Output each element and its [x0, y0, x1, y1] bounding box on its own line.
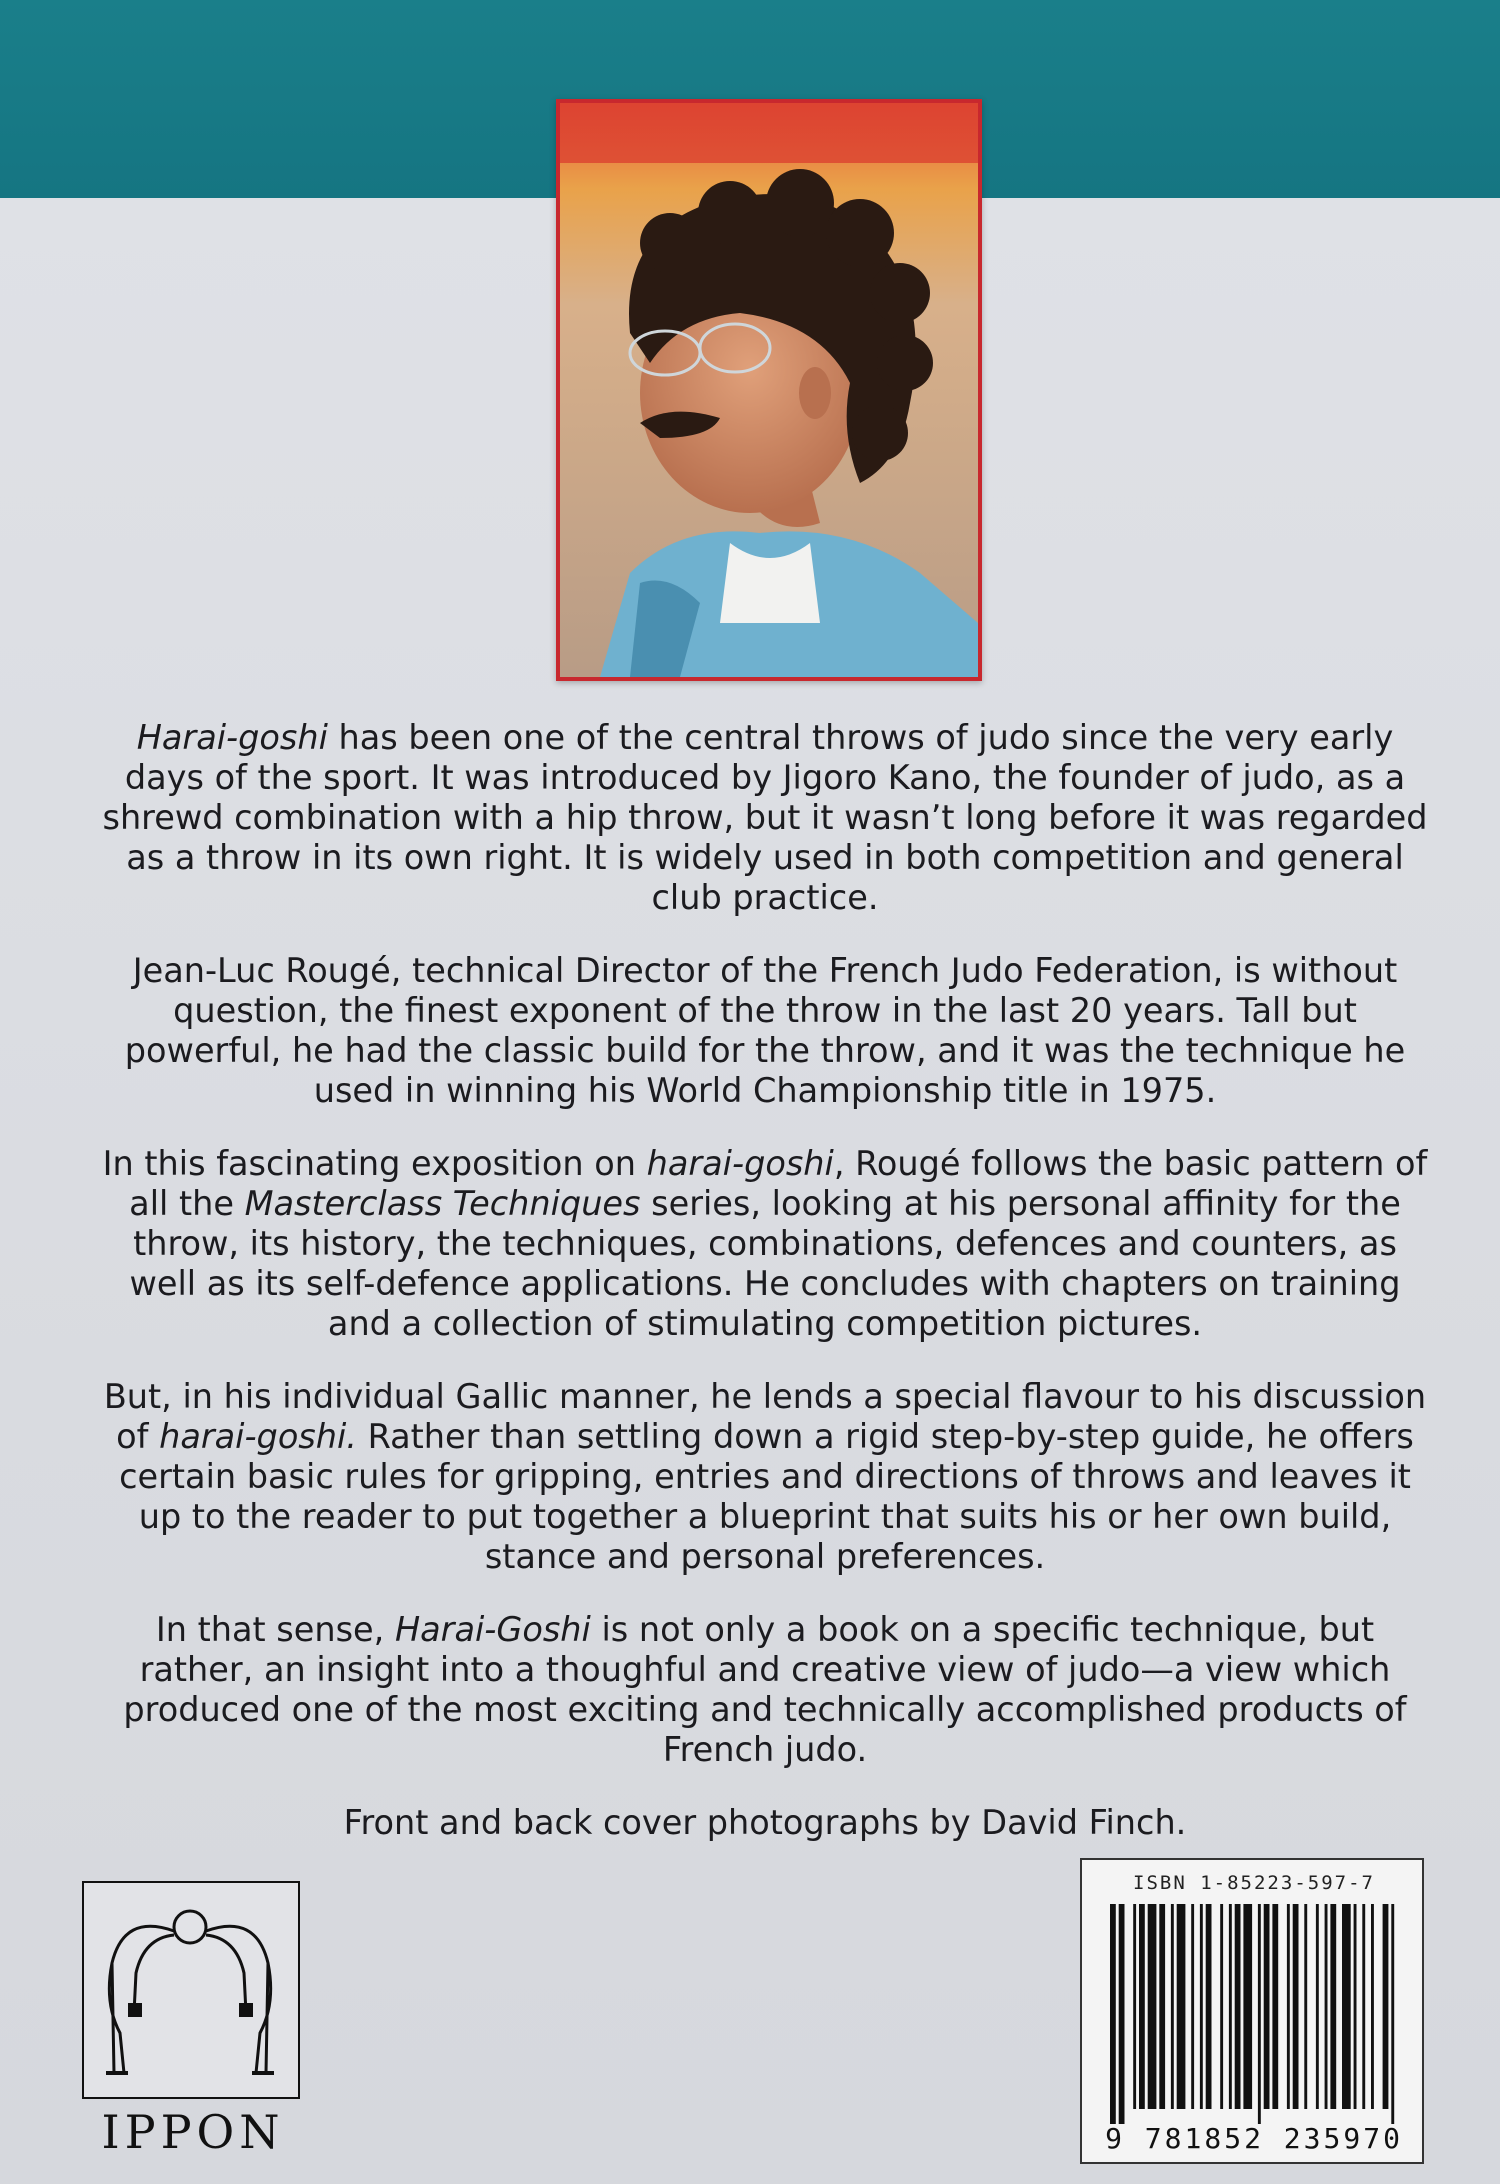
barcode-bar: [1206, 1904, 1212, 2109]
barcode-bar: [1110, 1904, 1116, 2124]
barcode-bar: [1362, 1904, 1365, 2109]
barcode-bar: [1133, 1904, 1136, 2109]
barcode-bar: [1171, 1904, 1174, 2109]
barcode-bar: [1148, 1904, 1157, 2109]
ean-number: 9 781852 235970: [1105, 2122, 1403, 2155]
barcode-bar: [1229, 1904, 1232, 2109]
barcode-bar: [1159, 1904, 1165, 2109]
barcode-bar: [1264, 1904, 1270, 2109]
barcode-bar: [1293, 1904, 1299, 2109]
barcode-bars: [1110, 1904, 1400, 2124]
publisher-name: IPPON: [101, 2105, 285, 2159]
barcode-bar: [1235, 1904, 1241, 2109]
barcode-bar: [1354, 1904, 1357, 2109]
barcode-bar: [1258, 1904, 1261, 2124]
barcode-bar: [1391, 1904, 1394, 2124]
barcode-bar: [1220, 1904, 1223, 2109]
barcode-bar: [1272, 1904, 1278, 2109]
barcode-bar: [1330, 1904, 1336, 2109]
barcode-bar: [1304, 1904, 1307, 2109]
isbn-number: ISBN 1-85223-597-7: [1133, 1872, 1375, 1894]
author-portrait-image: [560, 103, 978, 677]
blurb-paragraph-1: Harai-goshi has been one of the central throws of judo since the very early days of the sport. It was introduced by Jigoro Kano, the founder of judo, as a shrewd combination with a hip throw, but it wasn’t long before it was regarded as a throw in its own right. It is widely used in both competition and general club practice.: [102, 718, 1428, 917]
author-photo: [556, 99, 982, 681]
barcode-bar: [1177, 1904, 1186, 2109]
barcode-bar: [1371, 1904, 1374, 2109]
barcode-bar: [1200, 1904, 1203, 2109]
barcode-bar: [1191, 1904, 1194, 2109]
publisher-logo: [82, 1881, 304, 2159]
blurb-paragraph-5: In that sense, Harai-Goshi is not only a book on a specific technique, but rather, an insight into a thoughful and creative view of judo—a view which produced one of the most exciting and technically accomplished products of French judo.: [123, 1610, 1407, 1769]
barcode-bar: [1383, 1904, 1389, 2109]
blurb-paragraph-4: But, in his individual Gallic manner, he lends a special flavour to his discussion of harai-goshi. Rather than settling down a rigid step-by-step guide, he offers certain basic rules for gripping, entries and directions of throws and leaves it up to the reader to put together a blueprint that suits his or her own build, stance and personal preferences.: [103, 1377, 1427, 1576]
barcode-bar: [1287, 1904, 1290, 2109]
barcode-bar: [1316, 1904, 1319, 2109]
barcode-bar: [1119, 1904, 1125, 2124]
two-judoka-bowing-icon: [84, 1883, 297, 2096]
blurb-paragraph-2: Jean-Luc Rougé, technical Director of the French Judo Federation, is without question, the finest exponent of the throw in the last 20 years. Tall but powerful, he had the classic build for the throw, and it was the technique he used in winning his World Championship title in 1975.: [124, 951, 1406, 1110]
barcode-bar: [1342, 1904, 1351, 2109]
back-cover-blurb: [100, 718, 1430, 1876]
barcode-bar: [1325, 1904, 1328, 2109]
barcode-bar: [1243, 1904, 1252, 2109]
barcode-bar: [1139, 1904, 1145, 2109]
isbn-barcode: [1080, 1858, 1424, 2164]
blurb-paragraph-3: In this fascinating exposition on harai-goshi, Rougé follows the basic pattern of all the Masterclass Techniques series, looking at his personal affinity for the throw, its history, the techniques, combinations, defences and counters, as well as its self-defence applications. He concludes with chapters on training and a collection of stimulating competition pictures.: [102, 1144, 1428, 1343]
photo-credit: Front and back cover photographs by David Finch.: [343, 1803, 1187, 1842]
